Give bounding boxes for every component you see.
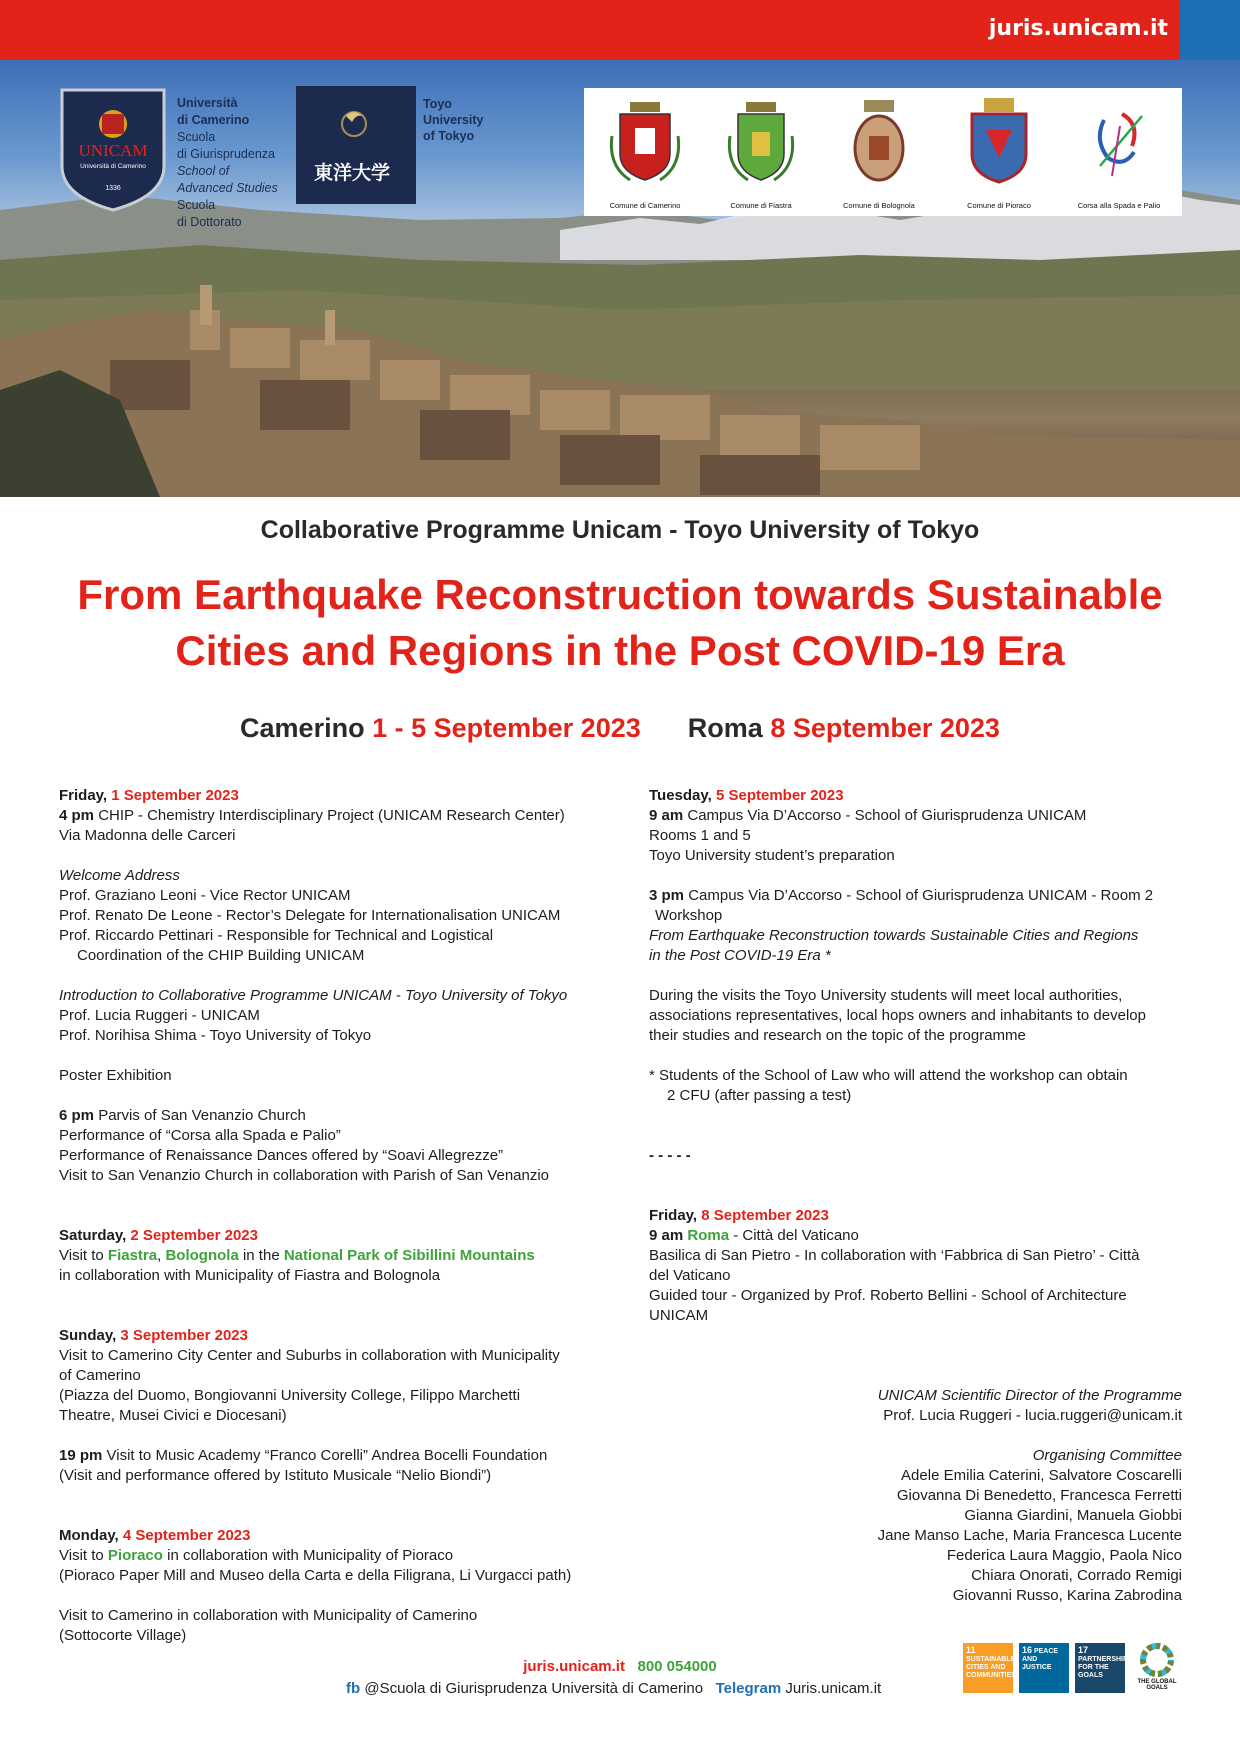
unicam-shield-year: 1336	[105, 185, 121, 192]
cfu-note: 2 CFU (after passing a test)	[667, 1087, 852, 1104]
schedule-text: Rooms 1 and 5	[649, 827, 751, 844]
global-goals-wheel-icon	[1140, 1643, 1174, 1677]
schedule-text: Visit to Fiastra, Bolognola in the National Park of Sibillini Mountains	[59, 1247, 535, 1264]
schedule-text: Visit to Camerino in collaboration with Municipality of Camerino	[59, 1607, 478, 1624]
schedule-text: in collaboration with Municipality of Fiastra and Bolognola	[59, 1267, 441, 1284]
unicam-text-line: Scuola	[177, 130, 216, 144]
comune-bolognola-logo	[824, 96, 934, 214]
schedule-text: Via Madonna delle Carceri	[59, 827, 236, 844]
speaker: Prof. Graziano Leoni - Vice Rector UNICAM	[59, 887, 351, 904]
comune-camerino-logo	[590, 96, 700, 214]
corsa-palio-emblem-icon	[1064, 96, 1174, 186]
date-camerino: 1 - 5 September 2023	[372, 713, 641, 743]
sdg-11-badge: 11 SUSTAINABLE CITIES AND COMMUNITIES	[963, 1643, 1013, 1693]
schedule-text: (Sottocorte Village)	[59, 1627, 187, 1644]
unicam-shield-name: UNICAM	[78, 141, 148, 160]
comune-caption: Comune di Pioraco	[967, 201, 1031, 210]
place-camerino: Camerino	[240, 713, 365, 743]
speaker: Prof. Norihisa Shima - Toyo University of Tokyo	[59, 1027, 372, 1044]
schedule-text: Visit to San Venanzio Church in collaboration with Parish of San Venanzio	[59, 1167, 550, 1184]
camerino-crest-icon	[590, 96, 700, 186]
poster-exhibition: Poster Exhibition	[59, 1067, 172, 1084]
title-line-1: From Earthquake Reconstruction towards Sustainable	[77, 571, 1163, 618]
bolognola-crest-icon	[824, 96, 934, 186]
global-goals-text: THE GLOBAL GOALS	[1137, 1679, 1177, 1691]
committee-member: Federica Laura Maggio, Paola Nico	[946, 1547, 1182, 1564]
schedule-text: of Camerino	[59, 1367, 141, 1384]
day-heading-tuesday: Tuesday, 5 September 2023	[649, 787, 844, 804]
corsa-spada-palio-logo	[1064, 96, 1174, 214]
committee-member: Gianna Giardini, Manuela Giobbi	[964, 1507, 1182, 1524]
speaker: Prof. Lucia Ruggeri - UNICAM	[59, 1007, 260, 1024]
schedule-text: del Vaticano	[649, 1267, 731, 1284]
committee-member: Adele Emilia Caterini, Salvatore Coscarelli	[901, 1467, 1182, 1484]
programme-subtitle: Collaborative Programme Unicam - Toyo University of Tokyo	[260, 516, 980, 544]
schedule-item: 3 pm Campus Via D’Accorso - School of Giurisprudenza UNICAM - Room 2	[649, 887, 1154, 904]
workshop-title: in the Post COVID-19 Era *	[649, 947, 831, 964]
date-roma: 8 September 2023	[770, 713, 1000, 743]
comune-pioraco-logo	[944, 96, 1054, 214]
schedule-item: 9 am Roma - Città del Vaticano	[649, 1227, 859, 1244]
toyo-text-line: Toyo	[423, 97, 452, 111]
visits-note: During the visits the Toyo University students will meet local authorities,	[649, 987, 1123, 1004]
schedule-item: 19 pm Visit to Music Academy “Franco Corelli” Andrea Bocelli Foundation	[59, 1447, 548, 1464]
schedule-text: Theatre, Musei Civici e Diocesani)	[59, 1407, 287, 1424]
schedule-text: Workshop	[655, 907, 723, 924]
director-contact[interactable]: Prof. Lucia Ruggeri - lucia.ruggeri@unicam.it	[883, 1407, 1182, 1424]
telegram-handle[interactable]: Juris.unicam.it	[785, 1680, 882, 1697]
toyo-kanji: 東洋大学	[314, 162, 391, 184]
programme-left-column	[59, 786, 599, 1646]
schedule-text: Visit to Camerino City Center and Suburbs in collaboration with Municipality	[59, 1347, 560, 1364]
visits-note: their studies and research on the topic of the programme	[649, 1027, 1026, 1044]
unicam-text-line: di Dottorato	[177, 215, 242, 229]
credits-block	[762, 1386, 1182, 1606]
comune-caption: Comune di Bolognola	[843, 201, 915, 210]
schedule-text: Toyo University student’s preparation	[649, 847, 895, 864]
toyo-logo	[296, 86, 416, 204]
day-heading-friday-8: Friday, 8 September 2023	[649, 1207, 829, 1224]
welcome-heading: Welcome Address	[59, 867, 180, 884]
fiastra-crest-icon	[706, 96, 816, 186]
schedule-text: (Visit and performance offered by Istituto Musicale “Nelio Biondi”)	[59, 1467, 492, 1484]
unicam-text-line: School of	[177, 164, 230, 178]
day-heading-friday-1: Friday, 1 September 2023	[59, 787, 239, 804]
place-roma: Roma	[687, 713, 763, 743]
schedule-item: 6 pm Parvis of San Venanzio Church	[59, 1107, 306, 1124]
pioraco-crest-icon	[944, 96, 1054, 186]
schedule-text: Basilica di San Pietro - In collaboration with ‘Fabbrica di San Pietro’ - Città	[649, 1247, 1140, 1264]
separator: - - - - -	[649, 1147, 691, 1164]
municipality-logos	[584, 88, 1182, 216]
unicam-text-line: Università	[177, 96, 238, 110]
cfu-note: * Students of the School of Law who will attend the workshop can obtain	[649, 1067, 1128, 1084]
top-bar-blue-block	[1180, 0, 1240, 60]
telegram-label: Telegram	[715, 1680, 782, 1697]
visits-note: associations representatives, local hops owners and inhabitants to develop	[649, 1007, 1146, 1024]
committee-member: Chiara Onorati, Corrado Remigi	[971, 1567, 1182, 1584]
day-heading-saturday: Saturday, 2 September 2023	[59, 1227, 258, 1244]
director-heading: UNICAM Scientific Director of the Programme	[877, 1387, 1182, 1404]
speaker: Coordination of the CHIP Building UNICAM	[77, 947, 365, 964]
footer-social	[346, 1680, 881, 1697]
schedule-item: 9 am Campus Via D’Accorso - School of Giurisprudenza UNICAM	[649, 807, 1087, 824]
unicam-text-line: Advanced Studies	[177, 181, 278, 195]
comune-caption: Corsa alla Spada e Palio	[1077, 201, 1161, 210]
site-url[interactable]: juris.unicam.it	[988, 16, 1168, 41]
schedule-text: UNICAM	[649, 1307, 709, 1324]
sdg-16-badge: 16 PEACE AND JUSTICE	[1019, 1643, 1069, 1693]
toyo-emblem-icon	[296, 86, 416, 156]
programme-right-column	[649, 786, 1184, 1326]
unicam-logo-text	[177, 95, 278, 231]
title-line-2: Cities and Regions in the Post COVID-19 Era	[175, 627, 1065, 674]
unicam-text-line: di Camerino	[177, 113, 250, 127]
committee-member: Jane Manso Lache, Maria Francesca Lucente	[877, 1527, 1182, 1544]
schedule-text: Guided tour - Organized by Prof. Roberto Bellini - School of Architecture	[649, 1287, 1127, 1304]
footer-phone[interactable]: 800 054000	[637, 1658, 717, 1675]
toyo-logo-text	[423, 96, 483, 144]
facebook-label: fb	[346, 1680, 361, 1697]
unicam-text-line: di Giurisprudenza	[177, 147, 275, 161]
unicam-shield-logo	[58, 86, 168, 214]
schedule-text: (Pioraco Paper Mill and Museo della Carta e della Filigrana, Li Vurgacci path)	[59, 1567, 572, 1584]
unicam-shield-sub: Università di Camerino	[80, 163, 146, 170]
committee-member: Giovanni Russo, Karina Zabrodina	[952, 1587, 1182, 1604]
speaker: Prof. Riccardo Pettinari - Responsible for Technical and Logistical	[59, 927, 494, 944]
schedule-item: 4 pm CHIP - Chemistry Interdisciplinary Project (UNICAM Research Center)	[59, 807, 565, 824]
schedule-text: (Piazza del Duomo, Bongiovanni University College, Filippo Marchetti	[59, 1387, 521, 1404]
sdg-17-badge: 17 PARTNERSHIPS FOR THE GOALS	[1075, 1643, 1125, 1693]
schedule-text: Performance of Renaissance Dances offered by “Soavi Allegrezze”	[59, 1147, 504, 1164]
committee-member: Giovanna Di Benedetto, Francesca Ferretti	[896, 1487, 1182, 1504]
workshop-title: From Earthquake Reconstruction towards Sustainable Cities and Regions	[649, 927, 1139, 944]
schedule-text: Performance of “Corsa alla Spada e Palio”	[59, 1127, 341, 1144]
facebook-handle[interactable]: @Scuola di Giurisprudenza Università di Camerino	[364, 1680, 704, 1697]
day-heading-monday: Monday, 4 September 2023	[59, 1527, 251, 1544]
event-dates	[0, 713, 1240, 744]
speaker: Prof. Renato De Leone - Rector’s Delegate for Internationalisation UNICAM	[59, 907, 561, 924]
footer-url[interactable]: juris.unicam.it	[523, 1658, 625, 1675]
global-goals-logo	[1132, 1643, 1182, 1697]
unicam-text-line: Scuola	[177, 198, 216, 212]
day-heading-sunday: Sunday, 3 September 2023	[59, 1327, 248, 1344]
toyo-text-line: of Tokyo	[423, 129, 475, 143]
programme-title	[0, 567, 1240, 679]
top-bar	[0, 0, 1240, 60]
intro-heading: Introduction to Collaborative Programme UNICAM - Toyo University of Tokyo	[59, 987, 568, 1004]
schedule-text: Visit to Pioraco in collaboration with Municipality of Pioraco	[59, 1547, 454, 1564]
toyo-text-line: University	[423, 113, 484, 127]
committee-heading: Organising Committee	[1032, 1447, 1182, 1464]
comune-caption: Comune di Camerino	[609, 201, 681, 210]
comune-caption: Comune di Fiastra	[730, 201, 792, 210]
comune-fiastra-logo	[706, 96, 816, 214]
